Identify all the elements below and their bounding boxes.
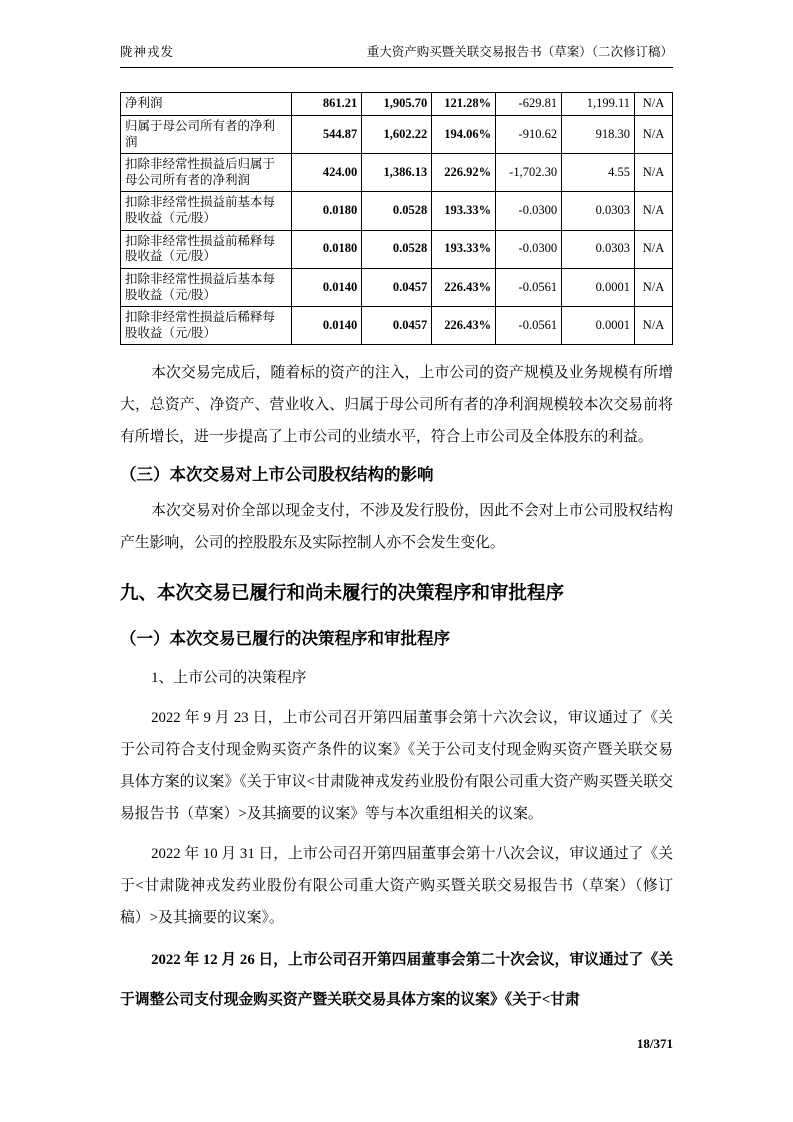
heading-section-9: 九、本次交易已履行和尚未履行的决策程序和审批程序 — [120, 581, 565, 603]
row-label: 归属于母公司所有者的净利润 — [121, 115, 292, 153]
metric-value-cell: 193.33% — [432, 230, 496, 268]
para-transaction-impact: 本次交易完成后，随着标的资产的注入，上市公司的资产规模及业务规模有所增大，总资产、净资产、营业收入、归属于母公司所有者的净利润规模较本次交易前将有所增长，进一步提高了上市公司的业绩水平，符合上市公司及全体股东的利益。 — [120, 365, 673, 446]
row-label: 扣除非经常性损益后归属于母公司所有者的净利润 — [121, 154, 292, 192]
metric-value-cell: 4.55 — [562, 154, 635, 192]
para-board-meeting-sep: 2022 年 9 月 23 日，上市公司召开第四届董事会第十六次会议，审议通过了《关于公司符合支付现金购买资产条件的议案》《关于公司支付现金购买资产暨关联交易具体方案的议案》《关于审议<甘肃陇神戎发药业股份有限公司重大资产购买暨关联交易报告书（草案）>及其摘要的议案》等与本次重组相关的议案。 — [120, 710, 673, 823]
metric-value-cell: -0.0300 — [496, 230, 562, 268]
metric-value-cell: 121.28% — [432, 93, 496, 116]
metric-value-cell: 194.06% — [432, 115, 496, 153]
row-label: 净利润 — [121, 93, 292, 116]
metric-value-cell: 0.0303 — [562, 192, 635, 230]
header-doc-full-title: 重大资产购买暨关联交易报告书（草案）（二次修订稿） — [366, 45, 673, 59]
metric-value-cell: -910.62 — [496, 115, 562, 153]
metric-value-cell: 226.43% — [432, 268, 496, 306]
table-row — [121, 307, 673, 345]
metric-value-cell: -0.0561 — [496, 268, 562, 306]
na-cell: N/A — [635, 192, 673, 230]
metric-value-cell: 0.0457 — [362, 307, 432, 345]
para-board-meeting-oct: 2022 年 10 月 31 日，上市公司召开第四届董事会第十八次会议，审议通过了《关于<甘肃陇神戎发药业股份有限公司重大资产购买暨关联交易报告书（草案）（修订稿）>及其摘要的议案》。 — [120, 846, 673, 927]
metric-value-cell: 1,905.70 — [362, 93, 432, 116]
metric-value-cell: -1,702.30 — [496, 154, 562, 192]
page-number: 18/371 — [636, 1036, 673, 1051]
metric-value-cell: 0.0001 — [562, 307, 635, 345]
metric-value-cell: -0.0300 — [496, 192, 562, 230]
header-doc-short-title: 陇神戎发 — [120, 45, 175, 59]
na-cell: N/A — [635, 93, 673, 116]
metric-value-cell: 0.0303 — [562, 230, 635, 268]
metric-value-cell: 861.21 — [292, 93, 362, 116]
metric-value-cell: 0.0140 — [292, 307, 362, 345]
list-item-company-decision: 1、上市公司的决策程序 — [151, 670, 307, 687]
metric-value-cell: 0.0528 — [362, 192, 432, 230]
na-cell: N/A — [635, 115, 673, 153]
table-row — [121, 115, 673, 153]
row-label: 扣除非经常性损益后稀释每股收益（元/股） — [121, 307, 292, 345]
na-cell: N/A — [635, 154, 673, 192]
row-label: 扣除非经常性损益前基本每股收益（元/股） — [121, 192, 292, 230]
metric-value-cell: 226.43% — [432, 307, 496, 345]
para-equity-structure: 本次交易对价全部以现金支付，不涉及发行股份，因此不会对上市公司股权结构产生影响，公司的控股股东及实际控制人亦不会发生变化。 — [120, 502, 673, 551]
metric-value-cell: 193.33% — [432, 192, 496, 230]
row-label: 扣除非经常性损益前稀释每股收益（元/股） — [121, 230, 292, 268]
row-label: 扣除非经常性损益后基本每股收益（元/股） — [121, 268, 292, 306]
metric-value-cell: 424.00 — [292, 154, 362, 192]
financial-comparison-table — [120, 92, 673, 345]
table-row — [121, 154, 673, 192]
metric-value-cell: 918.30 — [562, 115, 635, 153]
metric-value-cell: 544.87 — [292, 115, 362, 153]
metric-value-cell: 1,199.11 — [562, 93, 635, 116]
na-cell: N/A — [635, 230, 673, 268]
metric-value-cell: 1,386.13 — [362, 154, 432, 192]
metric-value-cell: 0.0457 — [362, 268, 432, 306]
metric-value-cell: -629.81 — [496, 93, 562, 116]
table-row — [121, 93, 673, 116]
table-row — [121, 268, 673, 306]
heading-equity-structure: （三）本次交易对上市公司股权结构的影响 — [120, 466, 434, 485]
metric-value-cell: 226.92% — [432, 154, 496, 192]
metric-value-cell: 0.0180 — [292, 192, 362, 230]
metric-value-cell: 0.0140 — [292, 268, 362, 306]
table-row — [121, 192, 673, 230]
para-board-meeting-dec: 2022 年 12 月 26 日，上市公司召开第四届董事会第二十次会议，审议通过了《关于调整公司支付现金购买资产暨关联交易具体方案的议案》《关于<甘肃 — [120, 952, 673, 1009]
metric-value-cell: 1,602.22 — [362, 115, 432, 153]
na-cell: N/A — [635, 268, 673, 306]
metric-value-cell: 0.0528 — [362, 230, 432, 268]
page-header — [120, 44, 673, 68]
na-cell: N/A — [635, 307, 673, 345]
heading-section-9-1: （一）本次交易已履行的决策程序和审批程序 — [120, 629, 450, 648]
metric-value-cell: 0.0180 — [292, 230, 362, 268]
metric-value-cell: -0.0561 — [496, 307, 562, 345]
table-row — [121, 230, 673, 268]
metric-value-cell: 0.0001 — [562, 268, 635, 306]
